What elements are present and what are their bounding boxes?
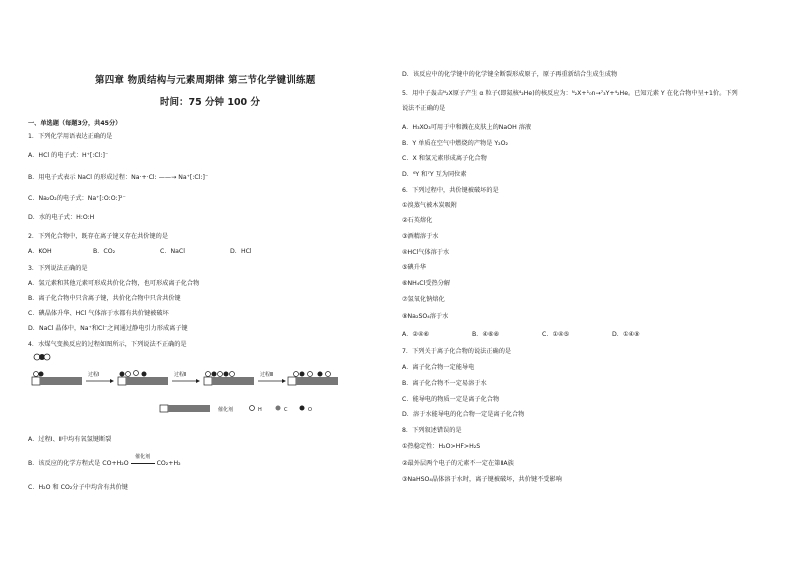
q7-option-b: B．离子化合物不一定易溶于水 <box>402 380 487 387</box>
q6-option-b: B．④⑥⑧ <box>472 331 500 338</box>
q5-option-c: C．X 和氢元素形成离子化合物 <box>402 155 487 162</box>
reaction-process-diagram <box>30 352 370 418</box>
q2-option-c: C．NaCl <box>160 248 185 255</box>
legend-carbon: C <box>284 407 288 413</box>
page-subtitle: 时间：75 分钟 100 分 <box>160 97 260 108</box>
question-1: 1．下列化学用语表达正确的是 <box>28 133 113 140</box>
q4-option-d: D．该反应中的化学键中的化学键全断裂形成原子，原子再重新结合生成生成物 <box>402 71 618 78</box>
q8-item-2: ②最外层两个电子的元素不一定在第ⅡA族 <box>402 460 514 467</box>
q2-option-b: B．CO₂ <box>93 248 116 255</box>
q3-option-d: D．NaCl 晶体中，Na⁺和Cl⁻之间通过静电引力形成离子键 <box>28 325 188 332</box>
q3-option-a: A．氢元素和其他元素可形成共价化合物，也可形成离子化合物 <box>28 280 200 287</box>
q5-option-b: B．Y 单质在空气中燃烧的产物是 Y₂O₂ <box>402 140 509 147</box>
q5-option-d: D．⁶Y 和⁷Y 互为同位素 <box>402 171 467 178</box>
question-4: 4．水煤气变换反应的过程如图所示，下列说法不正确的是 <box>28 341 187 348</box>
catalyst-label: 催化剂 <box>135 454 151 460</box>
q6-item-2: ②石英熔化 <box>402 217 433 224</box>
question-8: 8．下列叙述错误的是 <box>402 427 462 434</box>
q3-option-b: B．离子化合物中只含离子键，共价化合物中只含共价键 <box>28 295 181 302</box>
q4b-equation-right: CO₂+H₂ <box>156 460 181 467</box>
q2-option-a: A．KOH <box>28 248 52 255</box>
q6-option-a: A．②④⑥ <box>402 331 430 338</box>
question-3: 3．下列说法正确的是 <box>28 265 88 272</box>
diagram-step-2: 过程Ⅱ <box>174 372 187 378</box>
q7-option-d: D．溶于水能导电的化合物一定是离子化合物 <box>402 411 525 418</box>
q4-option-b <box>28 454 181 468</box>
legend-hydrogen: H <box>258 407 262 413</box>
diagram-step-3: 过程Ⅲ <box>260 372 274 378</box>
q1-option-a: A．HCl 的电子式：H⁺[:Cl:]⁻ <box>28 152 109 159</box>
page-title: 第四章 物质结构与元素周期律 第三节化学键训练题 <box>95 75 316 86</box>
q8-item-1: ①热稳定性：H₂O>HF>H₂S <box>402 443 481 450</box>
q1-option-c: C．Na₂O₂的电子式：Na⁺[:O:O:]²⁻ <box>28 195 126 202</box>
q2-options <box>28 248 368 256</box>
question-5: 5．用中子轰击ᴺ₂X原子产生 α 粒子(即氦核⁴₂He)的核反应为：ᴺ₂X+¹₀n→⁷₃Y+⁴₂He。已知元素 Y 在化合物中呈+1价。下列 <box>402 90 738 97</box>
q1-option-b: B．用电子式表示 NaCl 的形成过程：Na·+·Cl: ——→ Na⁺[:Cl:]⁻ <box>28 174 209 181</box>
q6-item-3: ③酒精溶于水 <box>402 233 439 240</box>
q5-option-a: A．H₃XO₃可用于中和溅在皮肤上的NaOH 溶液 <box>402 124 532 131</box>
diagram-step-1: 过程Ⅰ <box>88 372 100 378</box>
q8-item-3: ③NaHSO₄晶体溶于水时，离子键被破坏，共价键不受影响 <box>402 476 562 483</box>
q4b-equation-left: B．该反应的化学方程式是 CO+H₂O <box>28 460 129 467</box>
q6-item-5: ⑤碘升华 <box>402 264 427 271</box>
reaction-arrow <box>131 454 155 468</box>
q6-option-c: C．①④⑤ <box>542 331 570 338</box>
q1-option-d: D．水的电子式：H:O:H <box>28 214 95 221</box>
q7-option-a: A．离子化合物一定能导电 <box>402 364 475 371</box>
q6-item-4: ④HCl气体溶于水 <box>402 249 450 256</box>
q6-item-1: ①溴蒸气被木炭吸附 <box>402 202 458 209</box>
q6-item-8: ⑧Na₂SO₄溶于水 <box>402 313 449 320</box>
q4-option-c: C．H₂O 和 CO₂分子中均含有共价键 <box>28 484 128 491</box>
q2-option-d: D．HCl <box>230 248 252 255</box>
q4-option-a: A．过程Ⅰ、Ⅱ中均有氧氢键断裂 <box>28 436 112 443</box>
legend-oxygen: O <box>308 407 312 413</box>
question-6: 6．下列过程中，共价键被破坏的是 <box>402 187 499 194</box>
q6-item-7: ⑦氢氧化钠熔化 <box>402 296 445 303</box>
question-5-cont: 说法不正确的是 <box>402 105 446 112</box>
q3-option-c: C．碘晶体升华、HCl 气体溶于水都有共价键被破坏 <box>28 310 169 317</box>
question-2: 2．下列化合物中，既存在离子键又存在共价键的是 <box>28 233 169 240</box>
question-7: 7．下列关于离子化合物的说法正确的是 <box>402 348 512 355</box>
q6-item-6: ⑥NH₄Cl受热分解 <box>402 280 451 287</box>
q6-options <box>402 331 762 339</box>
q6-option-d: D．①④⑧ <box>612 331 640 338</box>
section-heading: 一、单选题（每题3分，共45分） <box>28 120 122 127</box>
q7-option-c: C．能导电的物质一定是离子化合物 <box>402 396 500 403</box>
legend-catalyst: 催化剂 <box>218 407 234 413</box>
